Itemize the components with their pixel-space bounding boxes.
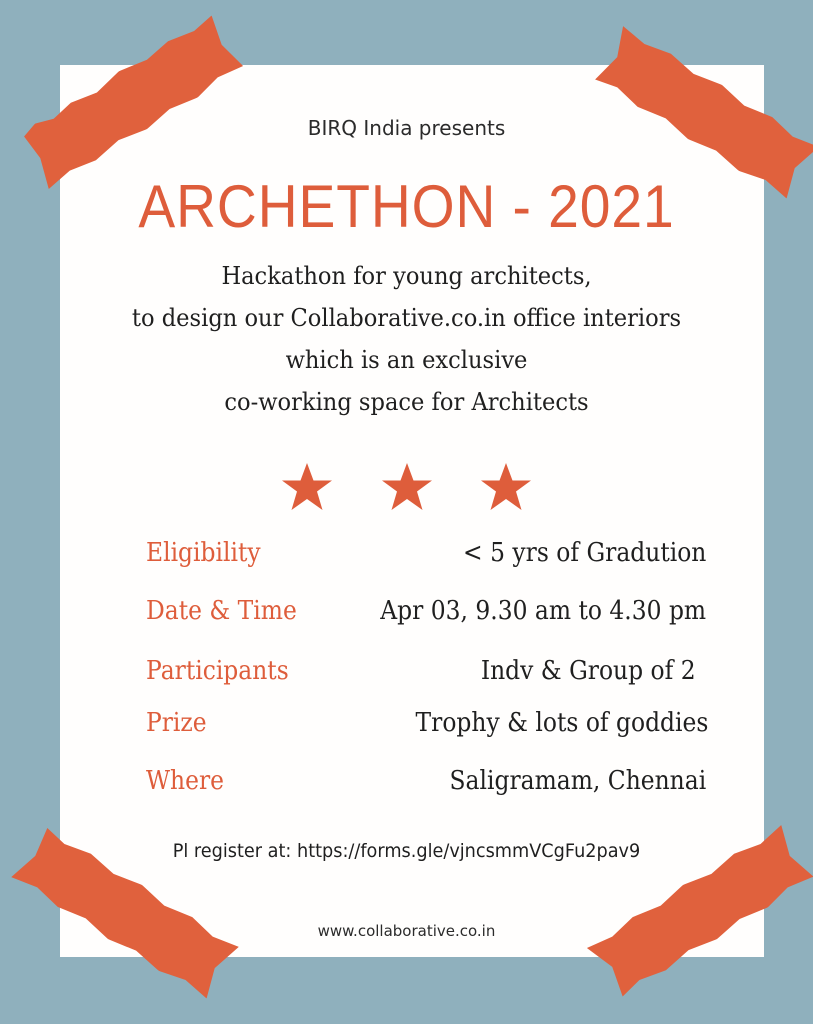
detail-label: Where — [146, 766, 225, 796]
detail-label: Date & Time — [146, 596, 297, 626]
event-description — [0, 255, 813, 423]
detail-value: < 5 yrs of Gradution — [462, 538, 706, 568]
description-line: to design our Collaborative.co.in office interiors — [131, 304, 682, 332]
star-divider — [0, 462, 813, 516]
detail-label: Participants — [146, 656, 289, 686]
description-line: co-working space for Architects — [224, 388, 589, 416]
detail-row-prize — [146, 708, 706, 748]
detail-row-participants — [146, 656, 706, 696]
detail-value: Saligramam, Chennai — [449, 766, 706, 796]
detail-label: Prize — [146, 708, 207, 738]
detail-row-eligibility — [146, 538, 706, 578]
register-link[interactable]: Pl register at: https://forms.gle/vjncsmmVCgFu2pav9 — [172, 840, 641, 862]
detail-row-where — [146, 766, 706, 806]
detail-value: Trophy & lots of goddies — [415, 708, 708, 738]
star-icon — [480, 462, 532, 512]
detail-value: Apr 03, 9.30 am to 4.30 pm — [380, 596, 706, 626]
presenter-line: BIRQ India presents — [307, 116, 506, 140]
event-title: ARCHETHON - 2021 — [138, 173, 675, 240]
star-icon — [281, 462, 333, 512]
website-link[interactable]: www.collaborative.co.in — [317, 922, 496, 940]
star-icon — [381, 462, 433, 512]
detail-value: Indv & Group of 2 — [481, 656, 696, 686]
description-line: which is an exclusive — [285, 346, 528, 374]
detail-row-date-time — [146, 596, 706, 636]
description-line: Hackathon for young architects, — [221, 262, 592, 290]
detail-label: Eligibility — [146, 538, 261, 568]
